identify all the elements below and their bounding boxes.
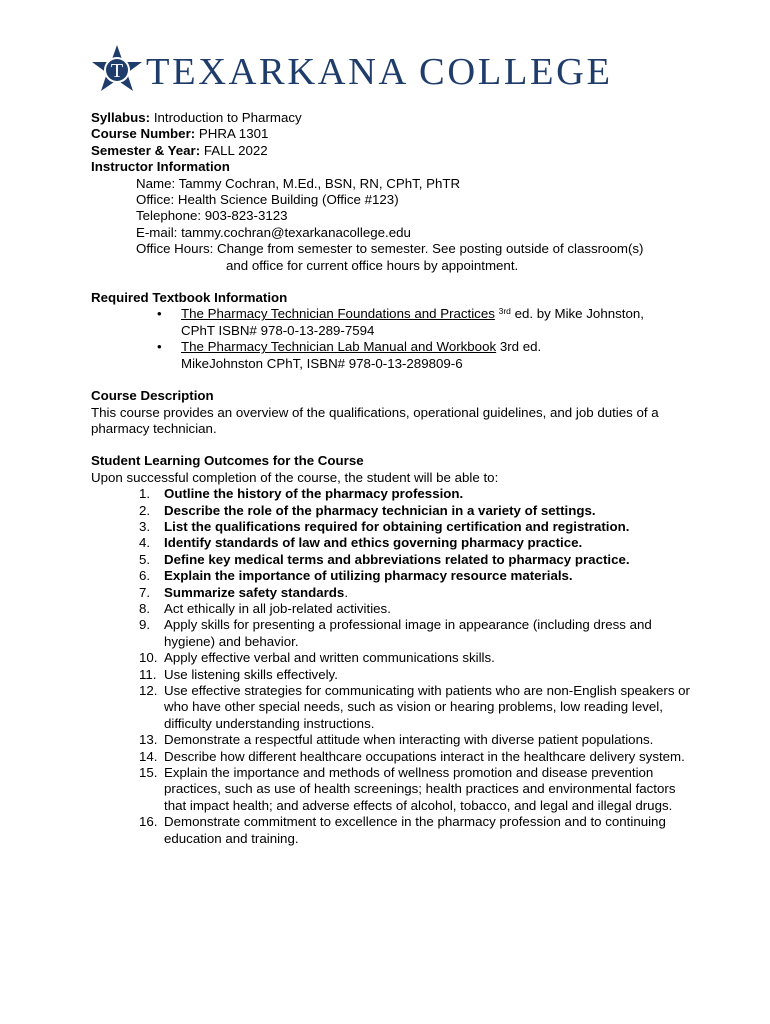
svg-text:T: T [110, 60, 124, 82]
outcome-text: Describe the role of the pharmacy technician in a variety of settings. [164, 502, 596, 518]
outcome-item [91, 765, 691, 814]
syllabus-body [91, 110, 691, 847]
outcome-text: Explain the importance of utilizing pharmacy resource materials. [164, 568, 573, 584]
outcome-number: 14. [139, 748, 158, 764]
outcome-text: Apply skills for presenting a professional image in appearance (including dress and hygiene) and behavior. [164, 617, 652, 649]
outcome-number: 15. [139, 765, 158, 781]
outcomes-intro: Upon successful completion of the course, the student will be able to: [91, 469, 499, 485]
star-t-emblem-icon [90, 44, 144, 96]
textbook-item: • The Pharmacy Technician Lab Manual and Workbook 3rd ed. [157, 339, 542, 355]
outcome-number: 1. [139, 486, 151, 502]
outcome-number: 5. [139, 551, 151, 567]
outcome-text: Explain the importance and methods of wellness promotion and disease prevention practices, such as use of health screenings; health practices and environmental factors that impact health; and adverse effects of alcohol, tobacco, and legal and illegal drugs. [164, 765, 676, 813]
description-text: This course provides an overview of the qualifications, operational guidelines, and job duties of a pharmacy technician. [91, 404, 659, 436]
outcome-text: Demonstrate commitment to excellence in the pharmacy profession and to continuing education and training. [164, 814, 666, 846]
outcome-item [91, 568, 691, 584]
instructor-heading: Instructor Information [91, 159, 230, 175]
outcome-text: Apply effective verbal and written communications skills. [164, 650, 495, 666]
instructor-telephone: Telephone: 903-823-3123 [136, 208, 288, 224]
outcome-text: Identify standards of law and ethics governing pharmacy practice. [164, 535, 583, 551]
outcome-number: 16. [139, 814, 158, 830]
textbook-item: • The Pharmacy Technician Foundations and Practices $^{3rd}$ ed. by Mike Johnston, [157, 306, 644, 322]
outcome-text: Summarize safety standards [164, 584, 345, 600]
outcome-item [91, 732, 691, 748]
outcome-item [91, 519, 691, 535]
outcomes-heading: Student Learning Outcomes for the Course [91, 453, 364, 469]
bullet-icon: • [157, 339, 162, 355]
textbook-item-cont: MikeJohnston CPhT, ISBN# 978-0-13-289809-6 [181, 355, 463, 371]
college-logo [90, 44, 650, 96]
outcome-item [91, 486, 691, 502]
outcome-item [91, 503, 691, 519]
book-title: The Pharmacy Technician Foundations and Practices [181, 306, 495, 322]
outcome-text: Use effective strategies for communicating with patients who are non-English speakers or who have other special needs, such as vision or hearing problems, low reading level, difficulty understanding instructions. [164, 683, 690, 731]
bullet-icon: • [157, 306, 162, 322]
outcome-text: Demonstrate a respectful attitude when interacting with diverse patient populations. [164, 732, 654, 748]
syllabus-line: Syllabus: Introduction to Pharmacy [91, 110, 302, 125]
textbook-item-cont: CPhT ISBN# 978-0-13-289-7594 [181, 322, 375, 338]
outcome-text: Act ethically in all job-related activities. [164, 600, 391, 616]
college-name: TEXARKANA COLLEGE [146, 51, 613, 93]
outcome-item [91, 535, 691, 551]
textbook-heading: Required Textbook Information [91, 290, 288, 306]
outcome-item [91, 749, 691, 765]
outcome-number: 8. [139, 600, 151, 616]
office-hours-cont: and office for current office hours by appointment. [226, 257, 519, 273]
outcome-item [91, 552, 691, 568]
outcome-item [91, 650, 691, 666]
outcome-text: List the qualifications required for obtaining certification and registration. [164, 518, 630, 534]
outcome-number: 4. [139, 535, 151, 551]
office-hours: Office Hours: Change from semester to semester. See posting outside of classroom(s) [136, 241, 644, 257]
outcome-number: 3. [139, 518, 151, 534]
outcome-item [91, 601, 691, 617]
outcome-number: 2. [139, 502, 151, 518]
semester-line: Semester & Year: FALL 2022 [91, 142, 268, 158]
book-title: The Pharmacy Technician Lab Manual and Workbook [181, 339, 497, 355]
outcomes-list [91, 486, 691, 847]
outcome-number: 13. [139, 732, 158, 748]
outcome-number: 11. [139, 666, 157, 682]
instructor-email: E-mail: tammy.cochran@texarkanacollege.edu [136, 224, 411, 240]
outcome-number: 10. [139, 650, 158, 666]
outcome-number: 7. [139, 584, 151, 600]
outcome-number: 9. [139, 617, 151, 633]
outcome-text: Use listening skills effectively. [164, 666, 338, 682]
outcome-text: Define key medical terms and abbreviations related to pharmacy practice. [164, 551, 630, 567]
description-heading: Course Description [91, 388, 214, 404]
outcome-text: Describe how different healthcare occupations interact in the healthcare delivery system. [164, 748, 685, 764]
outcome-item [91, 617, 691, 650]
instructor-name: Name: Tammy Cochran, M.Ed., BSN, RN, CPhT, PhTR [136, 175, 461, 191]
outcome-text: Outline the history of the pharmacy profession. [164, 486, 464, 502]
outcome-item: 7. Summarize safety standards. [139, 584, 349, 600]
outcome-item [91, 667, 691, 683]
outcome-item [91, 814, 691, 847]
instructor-office: Office: Health Science Building (Office #123) [136, 192, 399, 208]
course-number-line: Course Number: PHRA 1301 [91, 126, 269, 142]
outcome-number: 6. [139, 568, 151, 584]
outcome-item [91, 683, 691, 732]
outcome-number: 12. [139, 683, 158, 698]
